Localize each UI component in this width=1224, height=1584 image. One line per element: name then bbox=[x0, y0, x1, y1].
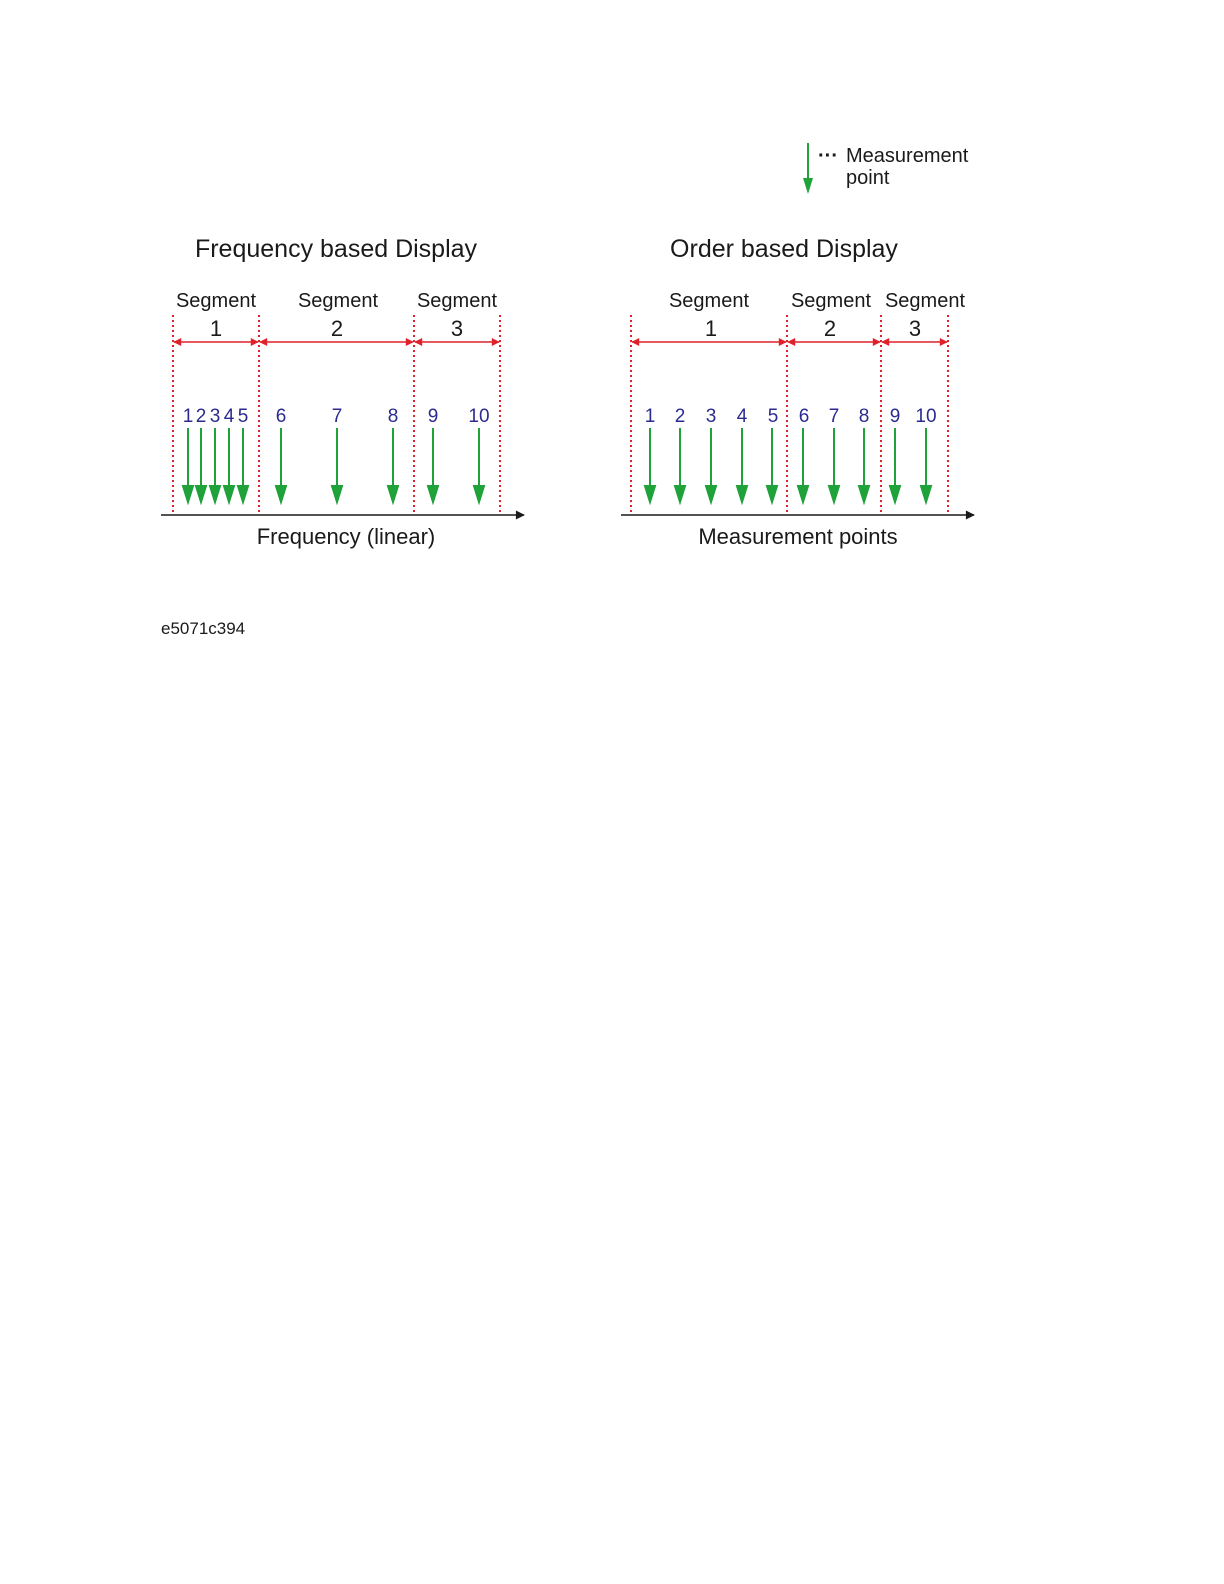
measurement-arrow-icon bbox=[675, 486, 685, 502]
measurement-arrow-icon bbox=[645, 486, 655, 502]
point-arrows bbox=[183, 428, 484, 502]
point-number: 7 bbox=[828, 406, 840, 427]
point-number: 5 bbox=[767, 406, 779, 427]
panel-title: Order based Display bbox=[670, 235, 898, 263]
measurement-arrow-icon bbox=[706, 486, 716, 502]
measurement-arrow-icon bbox=[921, 486, 931, 502]
measurement-arrow-icon bbox=[196, 486, 206, 502]
point-number: 4 bbox=[223, 406, 235, 427]
point-number: 1 bbox=[644, 406, 656, 427]
panel-title: Frequency based Display bbox=[194, 235, 478, 263]
point-number: 10 bbox=[468, 406, 490, 427]
point-number: 9 bbox=[889, 406, 901, 427]
figure-caption: e5071c394 bbox=[161, 619, 246, 638]
segment-label: Segment bbox=[416, 290, 498, 312]
segment-number: 2 bbox=[823, 316, 837, 341]
point-number: 6 bbox=[275, 406, 287, 427]
legend-label-line2: point bbox=[846, 167, 890, 189]
measurement-arrow-icon bbox=[224, 486, 234, 502]
measurement-arrow-icon bbox=[798, 486, 808, 502]
segment-label: Segment bbox=[175, 290, 257, 312]
point-number: 10 bbox=[915, 406, 937, 427]
measurement-arrow-icon bbox=[238, 486, 248, 502]
measurement-arrow-icon bbox=[276, 486, 286, 502]
point-number: 1 bbox=[182, 406, 194, 427]
point-number: 6 bbox=[798, 406, 810, 427]
measurement-arrow-icon bbox=[332, 486, 342, 502]
segment-number: 3 bbox=[908, 316, 922, 341]
frequency-panel bbox=[161, 235, 524, 549]
point-number: 5 bbox=[237, 406, 249, 427]
measurement-arrow-icon bbox=[890, 486, 900, 502]
x-axis-label: Measurement points bbox=[698, 524, 898, 549]
legend-dots: ··· bbox=[818, 145, 838, 167]
segment-label: Segment bbox=[297, 290, 379, 312]
order-panel bbox=[621, 235, 974, 549]
measurement-arrow-icon bbox=[737, 486, 747, 502]
measurement-arrow-icon bbox=[183, 486, 193, 502]
segment-label: Segment bbox=[668, 290, 750, 312]
point-number: 7 bbox=[331, 406, 343, 427]
point-number: 8 bbox=[858, 406, 870, 427]
point-number: 8 bbox=[387, 406, 399, 427]
point-number: 9 bbox=[427, 406, 439, 427]
measurement-arrow-icon bbox=[474, 486, 484, 502]
point-number: 2 bbox=[674, 406, 686, 427]
measurement-arrow-icon bbox=[859, 486, 869, 502]
segment-number: 1 bbox=[209, 316, 223, 341]
segment-number: 1 bbox=[704, 316, 718, 341]
segment-number: 2 bbox=[330, 316, 344, 341]
segment-label: Segment bbox=[790, 290, 872, 312]
measurement-arrow-icon bbox=[428, 486, 438, 502]
point-number: 3 bbox=[209, 406, 221, 427]
segment-number: 3 bbox=[450, 316, 464, 341]
measurement-arrow-icon bbox=[767, 486, 777, 502]
point-number: 4 bbox=[736, 406, 748, 427]
point-number: 3 bbox=[705, 406, 717, 427]
measurement-arrow-icon bbox=[210, 486, 220, 502]
legend bbox=[803, 143, 969, 194]
measurement-arrow-icon bbox=[388, 486, 398, 502]
measurement-arrow-icon bbox=[829, 486, 839, 502]
x-axis-label: Frequency (linear) bbox=[256, 524, 436, 549]
legend-label-line1: Measurement bbox=[846, 145, 969, 167]
legend-arrow-icon bbox=[803, 178, 813, 194]
segment-label: Segment bbox=[884, 290, 966, 312]
point-number: 2 bbox=[195, 406, 207, 427]
